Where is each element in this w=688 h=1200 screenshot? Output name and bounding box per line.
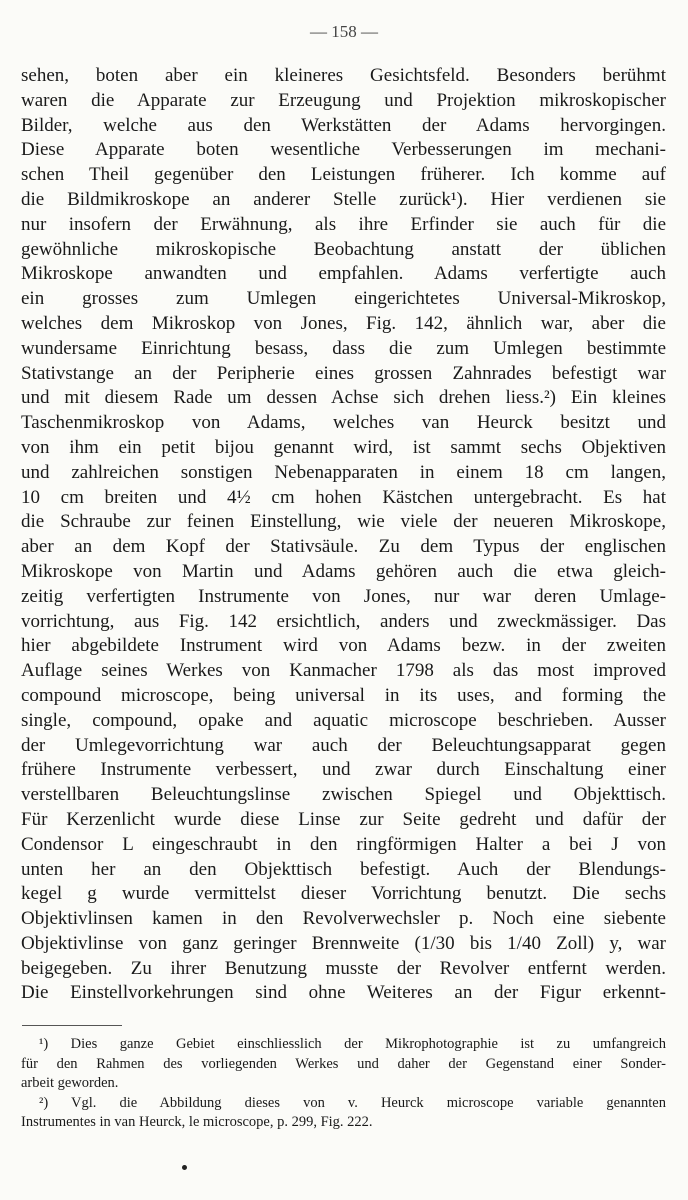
text-line: Bilder, welche aus den Werkstätten der Adams hervorgingen. xyxy=(21,114,666,136)
text-line: vorrichtung, aus Fig. 142 ersichtlich, anders und zweckmässiger. Das xyxy=(21,610,666,632)
body-text xyxy=(21,64,666,1006)
text-line: die Bildmikroskope an anderer Stelle zurück¹). Hier verdienen sie xyxy=(21,188,666,210)
footnote-divider xyxy=(22,1025,122,1026)
footnote-line: Instrumentes in van Heurck, le microscope, p. 299, Fig. 222. xyxy=(21,1114,373,1130)
text-line: Objektivlinse von ganz geringer Brennweite (1/30 bis 1/40 Zoll) y, war xyxy=(21,932,666,954)
text-line: verstellbaren Beleuchtungslinse zwischen Spiegel und Objekttisch. xyxy=(21,784,666,806)
footnote-line: ²) Vgl. die Abbildung dieses von v. Heurck microscope variable genannten xyxy=(39,1094,666,1111)
text-line: nur insofern der Erwähnung, als ihre Erfinder sie auch für die xyxy=(21,213,666,235)
text-line: von ihm ein petit bijou genannt wird, ist sammt sechs Objektiven xyxy=(21,436,666,458)
footnote-line: ¹) Dies ganze Gebiet einschliesslich der Mikrophotographie ist zu umfangreich xyxy=(39,1036,666,1052)
text-line: sehen, boten aber ein kleineres Gesichtsfeld. Besonders berühmt xyxy=(21,65,666,86)
footnote-line: arbeit geworden. xyxy=(21,1075,119,1091)
footnotes xyxy=(21,1035,666,1133)
text-line: Diese Apparate boten wesentliche Verbesserungen im mechani- xyxy=(21,139,666,161)
text-line: Mikroskope anwandten und empfahlen. Adams verfertigte auch xyxy=(21,263,666,285)
page-number-header: — 158 — xyxy=(310,22,378,41)
text-line: Für Kerzenlicht wurde diese Linse zur Seite gedreht und dafür der xyxy=(21,808,666,830)
text-line: Mikroskope von Martin und Adams gehören auch die etwa gleich- xyxy=(21,560,666,582)
text-line: compound microscope, being universal in its uses, and forming the xyxy=(21,684,666,706)
text-line: waren die Apparate zur Erzeugung und Projektion mikroskopischer xyxy=(21,89,666,111)
text-line: Taschenmikroskop von Adams, welches van Heurck besitzt und xyxy=(21,412,666,434)
text-line: kegel g wurde vermittelst dieser Vorrichtung benutzt. Die sechs xyxy=(21,883,666,905)
text-line: Stativstange an der Peripherie eines grossen Zahnrades befestigt war xyxy=(21,362,666,384)
text-line: der Umlegevorrichtung war auch der Beleuchtungsapparat gegen xyxy=(21,734,666,756)
text-line: schen Theil gegenüber den Leistungen früherer. Ich komme auf xyxy=(21,164,666,186)
text-line: Auflage seines Werkes von Kanmacher 1798 als das most improved xyxy=(21,660,666,682)
text-line: ein grosses zum Umlegen eingerichtetes Universal-Mikroskop, xyxy=(21,288,666,310)
text-line: und mit diesem Rade um dessen Achse sich drehen liess.²) Ein kleines xyxy=(21,387,666,409)
text-line: aber an dem Kopf der Stativsäule. Zu dem Typus der englischen xyxy=(21,536,666,558)
footnote-line: für den Rahmen des vorliegenden Werkes und daher der Gegenstand einer Sonder- xyxy=(21,1055,666,1072)
ink-speck xyxy=(182,1165,187,1170)
text-line: Objektivlinsen kamen in den Revolverwechsler p. Noch eine siebente xyxy=(21,908,666,930)
text-line: die Schraube zur feinen Einstellung, wie viele der neueren Mikroskope, xyxy=(21,511,666,533)
text-line: welches dem Mikroskop von Jones, Fig. 142, ähnlich war, aber die xyxy=(21,312,666,334)
text-line: und zahlreichen sonstigen Nebenapparaten in einem 18 cm langen, xyxy=(21,461,666,483)
text-line: Condensor L eingeschraubt in den ringförmigen Halter a bei J von xyxy=(21,833,666,855)
text-line: beigegeben. Zu ihrer Benutzung musste der Revolver entfernt werden. xyxy=(21,957,666,979)
text-line: 10 cm breiten und 4½ cm hohen Kästchen untergebracht. Es hat xyxy=(21,486,666,508)
text-line: unten her an den Objekttisch befestigt. Auch der Blendungs- xyxy=(21,858,666,880)
text-line: wundersame Einrichtung besass, dass die zum Umlegen bestimmte xyxy=(21,337,666,359)
text-line: hier abgebildete Instrument wird von Adams bezw. in der zweiten xyxy=(21,635,666,657)
text-line: zeitig verfertigten Instrumente von Jones, nur war deren Umlage- xyxy=(21,585,666,607)
text-line: frühere Instrumente verbessert, und zwar durch Einschaltung einer xyxy=(21,759,666,781)
text-line: Die Einstellvorkehrungen sind ohne Weiteres an der Figur erkennt- xyxy=(21,982,666,1004)
text-line: gewöhnliche mikroskopische Beobachtung anstatt der üblichen xyxy=(21,238,666,260)
text-line: single, compound, opake and aquatic microscope beschrieben. Ausser xyxy=(21,709,666,731)
